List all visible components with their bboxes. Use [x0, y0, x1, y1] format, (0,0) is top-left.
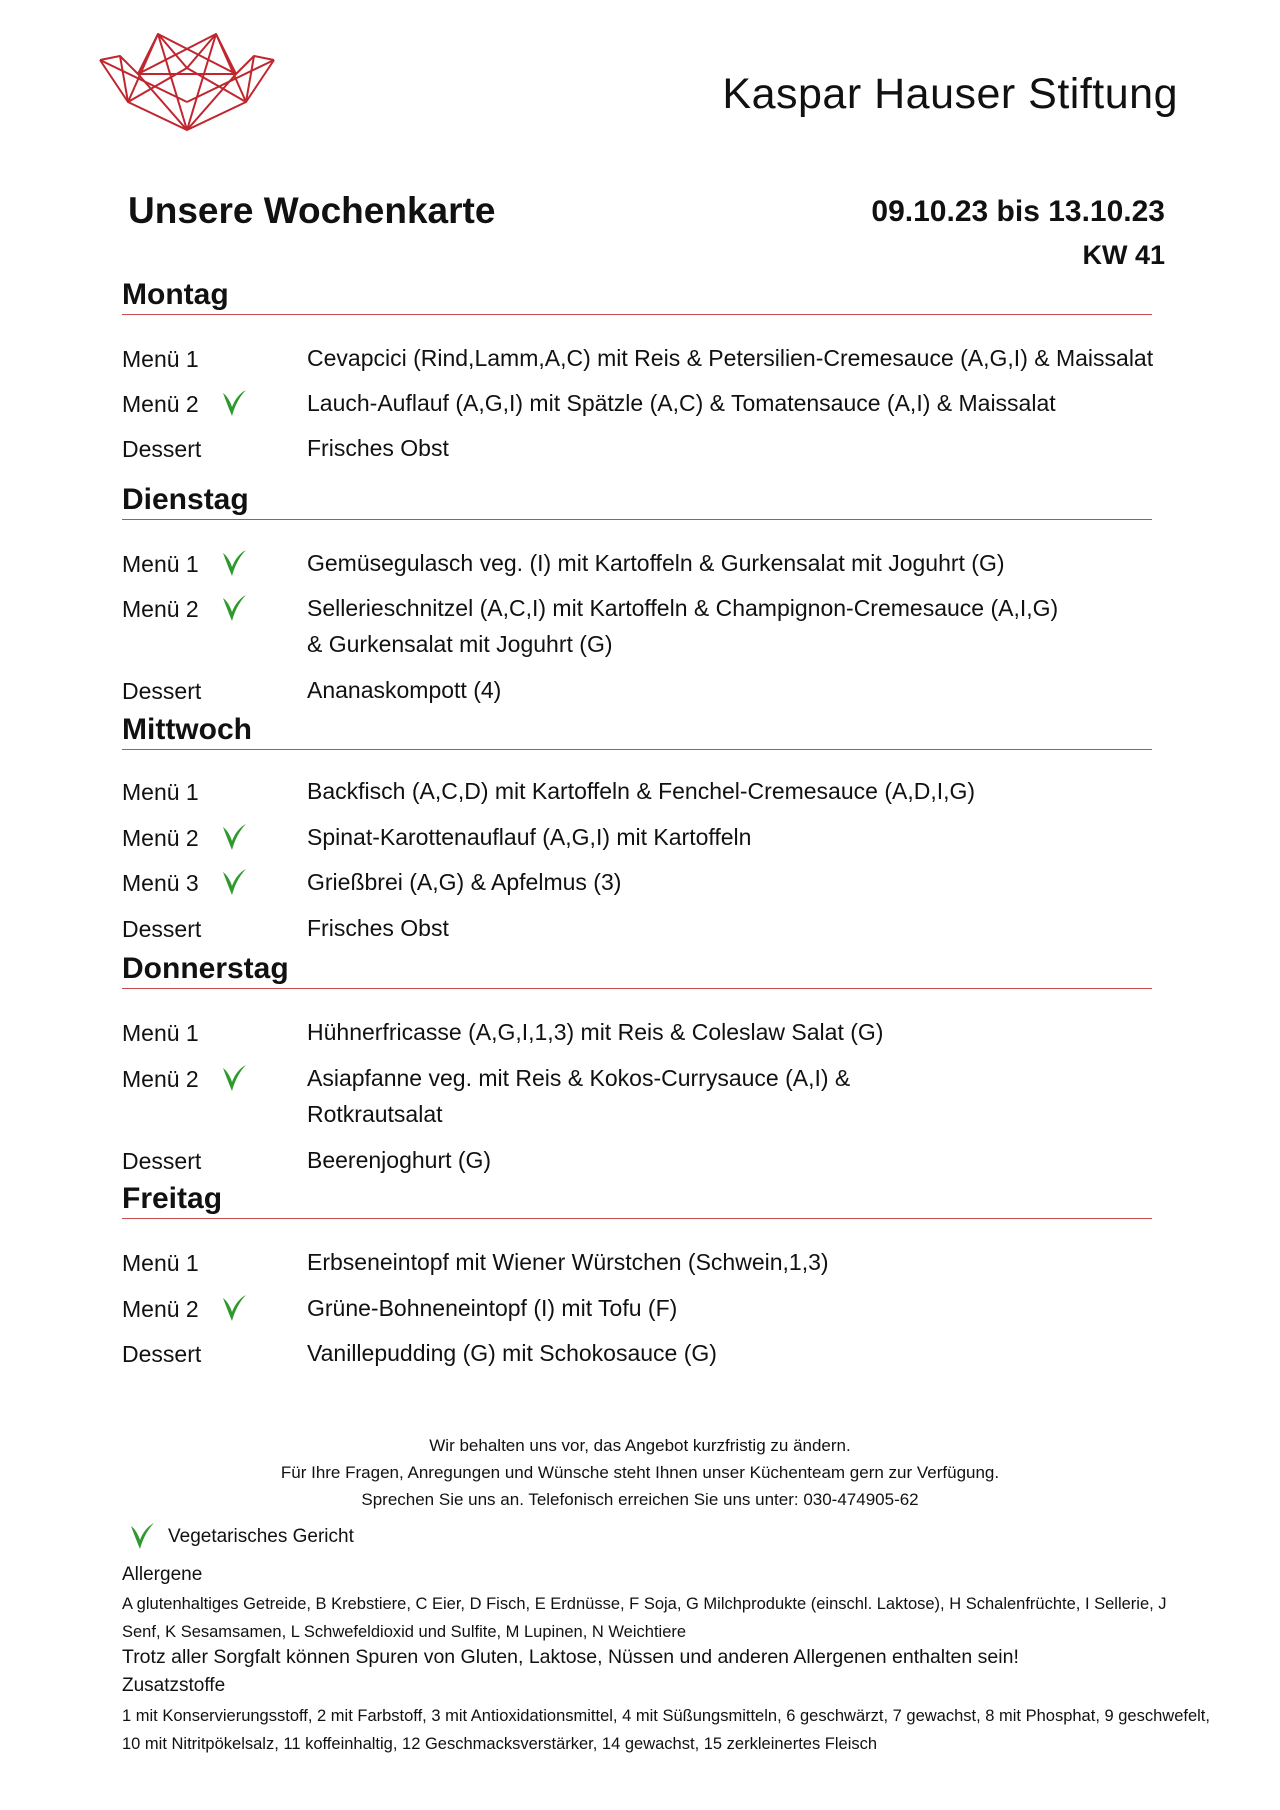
menu-text: Beerenjoghurt (G): [307, 1147, 492, 1173]
menu-label: Dessert: [122, 436, 202, 462]
day-section-donnerstag: [122, 952, 1152, 1174]
menu-label: Menü 2: [122, 1296, 199, 1322]
menu-text: [307, 590, 1167, 662]
additives-text: 1 mit Konservierungsstoff, 2 mit Farbstoff, 3 mit Antioxidationsmittel, 4 mit Süßungsmitteln, 6 geschwärzt, 7 gewachst, 8 mit Phosphat, 9 geschwefelt, 10 mit Nitritpökelsalz, 11 koffeinhaltig, 12 Geschmacksverstärker, 14 gewachst, 15 zerkleinertes Fleisch: [122, 1707, 1210, 1753]
date-range: 09.10.23 bis 13.10.23: [871, 195, 1165, 228]
menu-label: Dessert: [122, 678, 202, 704]
menu-label: Menü 2: [122, 391, 199, 417]
vegetarian-icon: [220, 1292, 248, 1324]
menu-text: Grüne-Bohneneintopf (I) mit Tofu (F): [307, 1295, 678, 1321]
vegetarian-icon: [128, 1520, 156, 1552]
note-line: Für Ihre Fragen, Anregungen und Wünsche steht Ihnen unser Küchenteam gern zur Verfügung.: [280, 1463, 1000, 1482]
day-section-mittwoch: [122, 713, 1152, 942]
menu-text-line: Asiapfanne veg. mit Reis & Kokos-Currysauce (A,I) &: [307, 1065, 851, 1091]
day-section-montag: [122, 278, 1154, 462]
menu-label: Dessert: [122, 1148, 202, 1174]
menu-label: Menü 2: [122, 825, 199, 851]
menu-label: Menü 3: [122, 870, 199, 896]
menu-text: Lauch-Auflauf (A,G,I) mit Spätzle (A,C) & Tomatensauce (A,I) & Maissalat: [307, 390, 1056, 416]
day-section-freitag: [122, 1182, 1152, 1367]
menu-label: Menü 2: [122, 596, 199, 622]
vegetarian-icon: [220, 1062, 248, 1094]
day-name: Mittwoch: [122, 713, 252, 746]
calendar-week: KW 41: [1082, 240, 1165, 270]
menu-text: Cevapcici (Rind,Lamm,A,C) mit Reis & Petersilien-Cremesauce (A,G,I) & Maissalat: [307, 345, 1154, 371]
menu-text: Ananaskompott (4): [307, 677, 502, 703]
day-divider: [122, 988, 1152, 989]
vegetarian-icon: [220, 387, 248, 419]
menu-text: [307, 1060, 1167, 1132]
menu-text-line: & Gurkensalat mit Joguhrt (G): [307, 631, 613, 657]
menu-text: Gemüsegulasch veg. (I) mit Kartoffeln & Gurkensalat mit Joguhrt (G): [307, 550, 1005, 576]
allergens-text: A glutenhaltiges Getreide, B Krebstiere, C Eier, D Fisch, E Erdnüsse, F Soja, G Milchprodukte (einschl. Laktose), H Schalenfrüchte, I Sellerie, J Senf, K Sesamsamen, L Schwefeldioxid und Sulfite, M Lupinen, N Weichtiere: [122, 1595, 1167, 1641]
menu-label: Menü 1: [122, 1250, 199, 1276]
menu-text-line: Sellerieschnitzel (A,C,I) mit Kartoffeln & Champignon-Cremesauce (A,I,G): [307, 595, 1059, 621]
menu-label: Menü 1: [122, 779, 199, 805]
vegetarian-icon: [220, 592, 248, 624]
day-name: Dienstag: [122, 483, 249, 516]
menu-label: Menü 1: [122, 346, 199, 372]
menu-text: Frisches Obst: [307, 435, 449, 461]
vegetarian-icon: [220, 866, 248, 898]
additives-title: Zusatzstoffe: [122, 1675, 226, 1696]
menu-text: Frisches Obst: [307, 915, 449, 941]
menu-label: Menü 2: [122, 1066, 199, 1092]
menu-label: Dessert: [122, 1341, 202, 1367]
footer-notes: [0, 1432, 1280, 1513]
menu-text: Hühnerfricasse (A,G,I,1,3) mit Reis & Coleslaw Salat (G): [307, 1019, 884, 1045]
allergens-title: Allergene: [122, 1564, 203, 1585]
day-name: Montag: [122, 278, 229, 311]
vegetarian-icon: [220, 547, 248, 579]
org-name: Kaspar Hauser Stiftung: [722, 70, 1178, 118]
kaspar-hauser-logo: [98, 32, 276, 132]
menu-label: Dessert: [122, 916, 202, 942]
menu-text-line: Rotkrautsalat: [307, 1101, 443, 1127]
menu-text: Backfisch (A,C,D) mit Kartoffeln & Fenchel-Cremesauce (A,D,I,G): [307, 778, 976, 804]
note-line: Sprechen Sie uns an. Telefonisch erreichen Sie uns unter: 030-474905-62: [361, 1490, 919, 1509]
day-divider: [122, 314, 1152, 315]
legend-label: Vegetarisches Gericht: [168, 1526, 354, 1547]
menu-text: Spinat-Karottenauflauf (A,G,I) mit Kartoffeln: [307, 824, 752, 850]
day-divider: [122, 1218, 1152, 1219]
menu-label: Menü 1: [122, 1020, 199, 1046]
page-title: Unsere Wochenkarte: [128, 190, 496, 231]
note-line: Wir behalten uns vor, das Angebot kurzfristig zu ändern.: [429, 1436, 851, 1455]
day-name: Freitag: [122, 1182, 223, 1215]
day-name: Donnerstag: [122, 952, 289, 985]
allergen-warning: Trotz aller Sorgfalt können Spuren von Gluten, Laktose, Nüssen und anderen Allergenen enthalten sein!: [122, 1646, 1019, 1668]
day-divider: [122, 749, 1152, 750]
menu-text: Grießbrei (A,G) & Apfelmus (3): [307, 869, 622, 895]
day-divider: [122, 519, 1152, 520]
day-section-dienstag: [122, 483, 1152, 704]
menu-text: Vanillepudding (G) mit Schokosauce (G): [307, 1340, 717, 1366]
menu-label: Menü 1: [122, 551, 199, 577]
menu-text: Erbseneintopf mit Wiener Würstchen (Schwein,1,3): [307, 1249, 829, 1275]
vegetarian-icon: [220, 821, 248, 853]
